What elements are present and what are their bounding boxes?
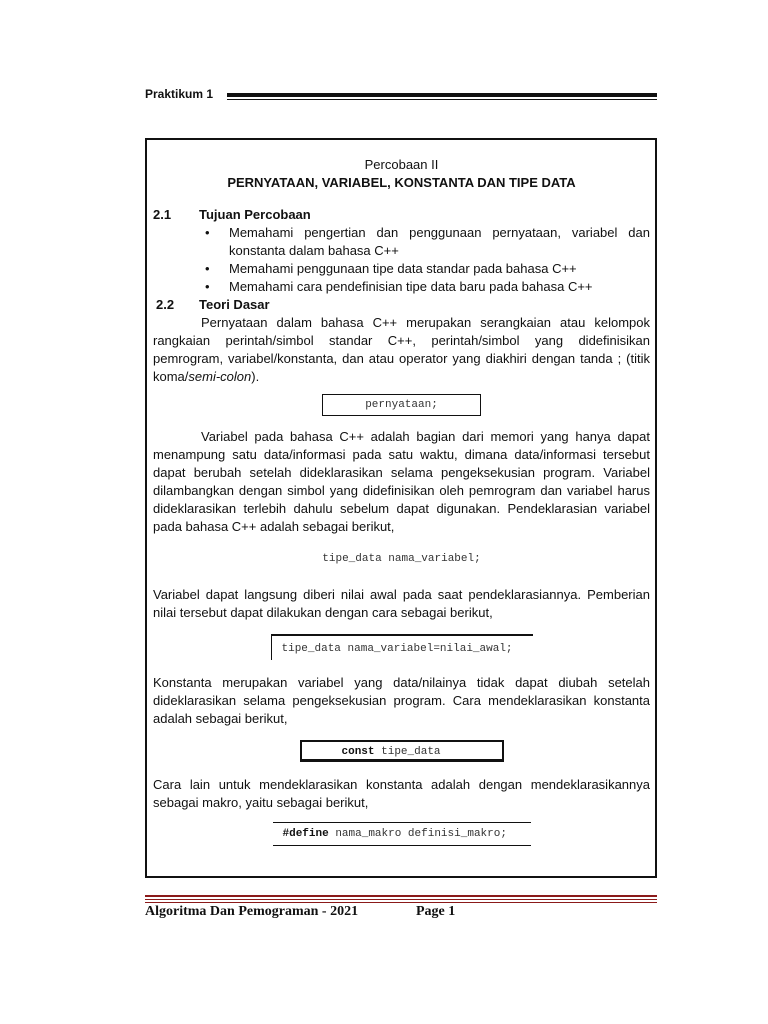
code-deklarasi-variabel: tipe_data nama_variabel;	[322, 553, 481, 565]
header-rule-thin	[227, 99, 657, 100]
list-item: • Memahami penggunaan tipe data standar pada bahasa C++	[199, 260, 650, 278]
list-item: • Memahami cara pendefinisian tipe data baru pada bahasa C++	[199, 278, 650, 296]
paragraph-nilai-awal: Variabel dapat langsung diberi nilai awal pada saat pendeklarasiannya. Pemberian nilai tersebut dapat dilakukan dengan cara sebagai berikut,	[153, 587, 650, 620]
objectives-list	[153, 224, 650, 296]
code-keyword: const	[341, 746, 375, 758]
paragraph-variabel: Variabel pada bahasa C++ adalah bagian dari memori yang hanya dapat menampung satu data/informasi pada satu waktu, dimana data/informasi tersebut dapat berubah setelah dideklarasikan selama pengeksekusian program. Variabel dilambangkan dengan simbol yang didefinisikan oleh pemrogram dan variabel harus dideklarasikan terlebih dahulu sebelum dapat digunakan. Pendeklarasian variabel pada bahasa C++ adalah sebagai berikut,	[153, 429, 650, 534]
code-box-const	[300, 740, 504, 762]
header-rule	[227, 93, 657, 97]
italic-term: semi-colon	[188, 369, 252, 384]
experiment-subtitle: PERNYATAAN, VARIABEL, KONSTANTA DAN TIPE DATA	[227, 175, 576, 190]
section-heading-2-2	[153, 296, 650, 314]
footer-course: Algoritma Dan Pemograman - 2021	[145, 904, 359, 919]
section-number: 2.2	[156, 297, 175, 312]
paragraph-konstanta: Konstanta merupakan variabel yang data/nilainya tidak dapat diubah setelah dideklarasikan selama pengeksekusian program. Cara mendeklarasikan konstanta adalah sebagai berikut,	[153, 675, 650, 726]
paragraph-text: Pernyataan dalam bahasa C++ merupakan serangkaian atau kelompok rangkaian perintah/simbol standar C++, perintah/simbol yang didefinisikan pemrogram, variabel/konstanta, dan atau operator yang diakhiri dengan tanda ; (titik koma/	[153, 315, 650, 384]
section-title: Tujuan Percobaan	[199, 207, 311, 222]
section-number: 2.1	[153, 207, 172, 222]
code-text: tipe_data	[374, 746, 441, 758]
code-box-inisialisasi: tipe_data nama_variabel=nilai_awal;	[271, 634, 533, 660]
code-keyword: #define	[282, 828, 329, 840]
footer-rule	[145, 899, 657, 900]
page-header	[145, 87, 657, 103]
section-title: Teori Dasar	[199, 297, 270, 312]
section-heading-2-1	[153, 206, 650, 224]
footer-rule	[145, 902, 657, 903]
code-text: nama_makro definisi_makro;	[328, 828, 507, 840]
paragraph-text-end: ).	[251, 369, 260, 384]
code-box-pernyataan: pernyataan;	[322, 394, 481, 416]
document-body	[153, 150, 650, 846]
list-item: • Memahami pengertian dan penggunaan pernyataan, variabel dan konstanta dalam bahasa C++	[199, 224, 650, 260]
experiment-title: Percobaan II	[364, 157, 439, 172]
header-label: Praktikum 1	[145, 87, 214, 101]
page-number: Page 1	[416, 904, 456, 919]
paragraph-makro: Cara lain untuk mendeklarasikan konstanta adalah dengan mendeklarasikannya sebagai makro, yaitu sebagai berikut,	[153, 777, 650, 810]
footer-rule	[145, 895, 657, 897]
paragraph-pernyataan	[153, 314, 650, 386]
code-box-define	[273, 822, 531, 846]
